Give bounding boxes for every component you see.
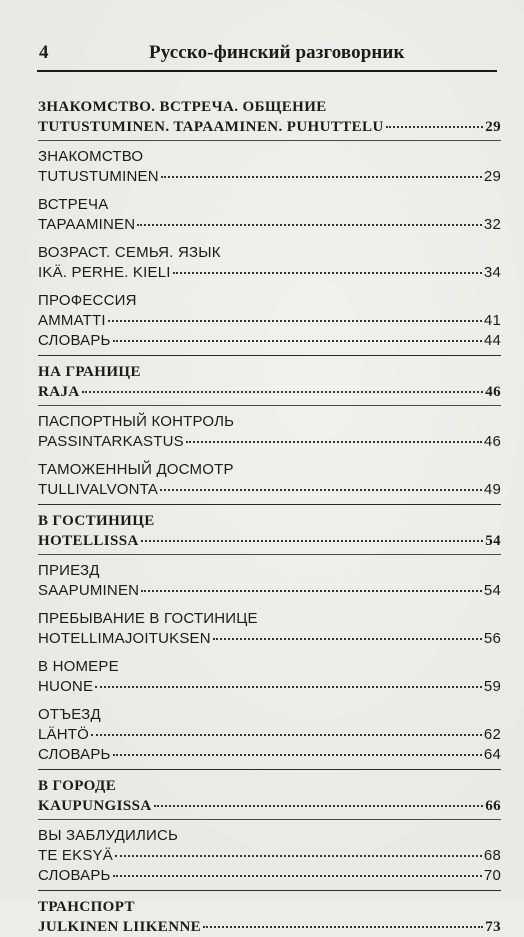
page-ref: 29 [483,168,501,185]
section-divider [38,140,501,141]
page-header [37,40,497,70]
toc-entry [38,412,501,452]
page-ref: 59 [483,678,501,695]
toc-entry [38,147,501,187]
dot-leader [113,754,482,756]
section-rule [38,890,501,891]
entry-title-ru-text: ПРЕБЫВАНИЕ В ГОСТИНИЦЕ [38,610,258,627]
page-ref: 66 [485,798,501,814]
entry-title-ru [38,609,501,629]
toc-entry [38,243,501,283]
entry-title-ru-text: В НОМЕРЕ [38,658,119,675]
entry-title-ru-text: ВСТРЕЧА [38,196,109,213]
toc-section [38,97,501,351]
entry-title-ru [38,826,501,846]
page-ref: 56 [483,630,501,647]
page-ref: 49 [483,481,501,498]
dot-leader [82,391,484,393]
dot-leader [154,805,484,807]
section-title-ru [38,97,501,117]
page-ref: 64 [483,746,501,763]
entry-title-ru [38,561,501,581]
entry-title-fi-text: SAAPUMINEN [38,582,140,599]
entry-title-ru-text: ТАМОЖЕННЫЙ ДОСМОТР [38,461,234,478]
toc-entry [38,609,501,649]
section-title-fi [38,917,501,937]
spacer [38,601,501,609]
section-title-ru [38,511,501,531]
page-ref: 73 [485,919,501,935]
section-title-fi [38,117,501,137]
entry-title-fi [38,629,501,649]
toc-entry [38,826,501,866]
dot-leader [203,926,483,928]
section-rule [38,355,501,356]
entry-title-fi [38,311,501,331]
table-of-contents [38,97,501,937]
entry-title-fi-text: IKÄ. PERHE. KIELI [38,264,171,281]
toc-entry [38,561,501,601]
dot-leader [113,340,482,342]
section-rule [38,769,501,770]
section-title-ru-text: ЗНАКОМСТВО. ВСТРЕЧА. ОБЩЕНИЕ [38,99,327,115]
entry-title-ru-text: ПРИЕЗД [38,562,100,579]
section-rule [38,504,501,505]
section-divider [38,405,501,406]
entry-title-ru [38,705,501,725]
entry-title-fi-text: TULLIVALVONTA [38,481,159,498]
page-ref: 70 [483,867,501,884]
spacer [38,649,501,657]
section-title-fi [38,531,501,551]
entry-title-fi-text: TUTUSTUMINEN [38,168,159,185]
page-ref: 46 [485,384,501,400]
toc-entry [38,657,501,697]
page-ref: 34 [483,264,501,281]
entry-title-ru [38,412,501,432]
toc-entry [38,291,501,331]
page-ref: 54 [483,582,501,599]
entry-title-fi [38,331,501,351]
page-ref: 44 [483,332,501,349]
entry-title-fi-text: СЛОВАРЬ [38,867,111,884]
dot-leader [386,126,483,128]
section-divider [38,554,501,555]
entry-title-fi [38,677,501,697]
spacer [38,452,501,460]
header-rule [37,70,497,72]
dot-leader [141,590,482,592]
entry-title-ru-text: ПРОФЕССИЯ [38,292,137,309]
entry-title-ru [38,657,501,677]
spacer [38,697,501,705]
entry-title-fi-text: СЛОВАРЬ [38,746,111,763]
entry-title-fi [38,480,501,500]
spacer [38,283,501,291]
section-title-ru [38,776,501,796]
toc-section [38,776,501,886]
section-title-ru-text: ТРАНСПОРТ [38,899,135,915]
entry-title-fi [38,866,501,886]
toc-entry [38,460,501,500]
entry-title-ru-text: ЗНАКОМСТВО [38,148,144,165]
dot-leader [113,875,482,877]
section-title-fi-text: RAJA [38,384,80,400]
section-title-fi [38,796,501,816]
page-number: 4 [39,42,49,63]
dot-leader [137,224,482,226]
section-title-fi-text: TUTUSTUMINEN. TAPAAMINEN. PUHUTTELU [38,119,384,135]
entry-title-fi-text: AMMATTI [38,312,106,329]
entry-title-ru-text: ОТЪЕЗД [38,706,101,723]
page-ref: 41 [483,312,501,329]
entry-title-fi [38,215,501,235]
entry-title-fi [38,167,501,187]
entry-title-ru [38,195,501,215]
entry-title-ru [38,291,501,311]
page-ref: 62 [483,726,501,743]
dot-leader [108,320,482,322]
entry-title-fi [38,846,501,866]
section-title-ru-text: НА ГРАНИЦЕ [38,364,141,380]
entry-title-fi-text: TE EKSYÄ [38,847,113,864]
dot-leader [186,441,482,443]
entry-title-ru-text: ВОЗРАСТ. СЕМЬЯ. ЯЗЫК [38,244,221,261]
page-ref: 46 [483,433,501,450]
section-title-ru-text: В ГОРОДЕ [38,778,117,794]
page-ref: 29 [485,119,501,135]
dot-leader [173,272,482,274]
page-ref: 54 [485,533,501,549]
dot-leader [161,176,482,178]
toc-entry [38,705,501,745]
toc-entry [38,331,501,351]
entry-title-fi-text: HOTELLIMAJOITUKSEN [38,630,211,647]
section-title-ru [38,897,501,917]
dot-leader [160,489,482,491]
section-title-fi [38,382,501,402]
running-title: Русско-финский разговорник [149,42,405,63]
toc-section [38,511,501,765]
entry-title-ru [38,460,501,480]
spacer [38,187,501,195]
entry-title-fi [38,432,501,452]
dot-leader [91,734,482,736]
entry-title-ru [38,243,501,263]
entry-title-ru-text: ВЫ ЗАБЛУДИЛИСЬ [38,827,179,844]
entry-title-ru [38,147,501,167]
entry-title-fi-text: LÄHTÖ [38,726,90,743]
section-title-ru [38,362,501,382]
section-title-fi-text: KAUPUNGISSA [38,798,152,814]
entry-title-fi [38,745,501,765]
entry-title-fi-text: СЛОВАРЬ [38,332,111,349]
toc-entry [38,866,501,886]
toc-section [38,362,501,500]
entry-title-fi [38,725,501,745]
entry-title-fi [38,581,501,601]
dot-leader [141,540,483,542]
entry-title-fi-text: PASSINTARKASTUS [38,433,184,450]
spacer [38,235,501,243]
dot-leader [115,855,482,857]
dot-leader [95,686,482,688]
entry-title-fi-text: HUONE [38,678,94,695]
page-ref: 32 [483,216,501,233]
toc-entry [38,745,501,765]
toc-entry [38,195,501,235]
entry-title-ru-text: ПАСПОРТНЫЙ КОНТРОЛЬ [38,413,235,430]
section-title-ru-text: В ГОСТИНИЦЕ [38,513,155,529]
page-ref: 68 [483,847,501,864]
dot-leader [213,638,482,640]
entry-title-fi-text: TAPAAMINEN [38,216,136,233]
toc-section [38,897,501,937]
section-title-fi-text: JULKINEN LIIKENNE [38,919,202,935]
section-divider [38,819,501,820]
entry-title-fi [38,263,501,283]
section-title-fi-text: HOTELLISSA [38,533,139,549]
